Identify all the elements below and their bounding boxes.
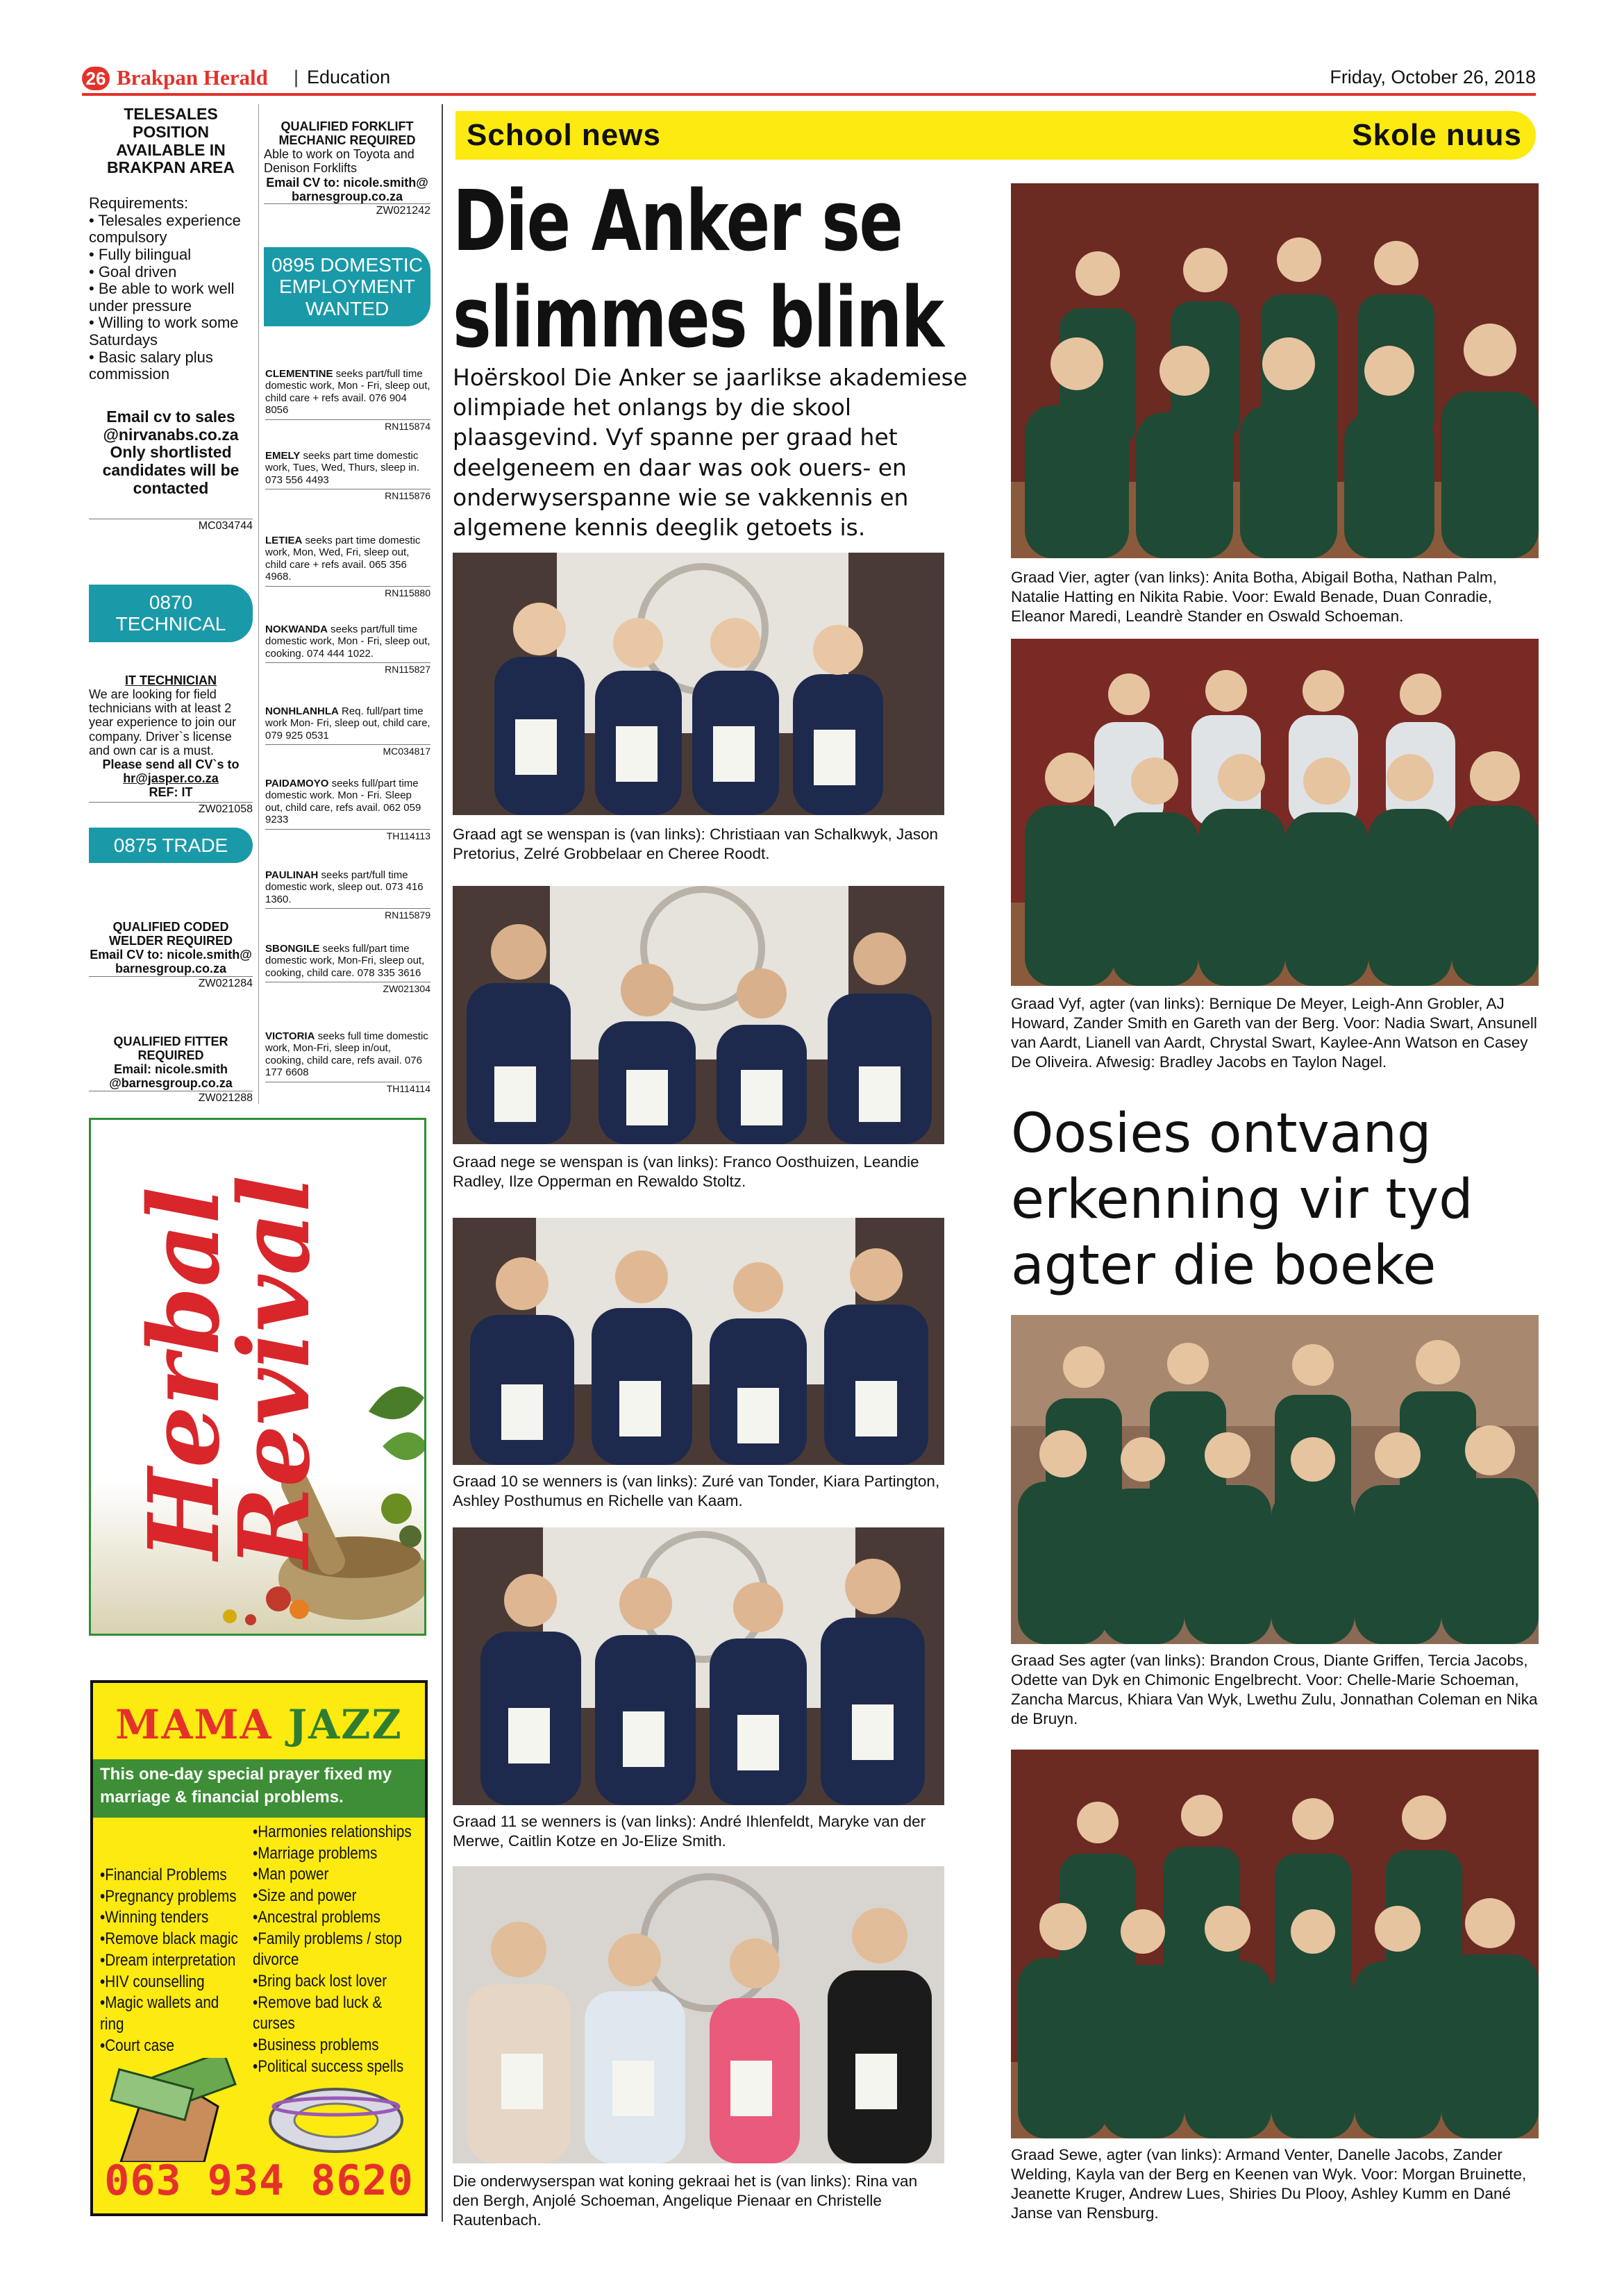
list-item: • Dream interpretation	[100, 1950, 243, 1972]
list-item: • Size and power	[253, 1886, 426, 1907]
page-number: 26	[82, 67, 110, 90]
domestic-ad-name: EMELY	[265, 450, 301, 462]
domestic-ad	[265, 869, 430, 943]
photo-grade7	[1011, 1750, 1539, 2138]
category-technical: 0870 TECHNICAL	[89, 585, 253, 642]
money-hand-and-ring-illustration	[100, 2058, 426, 2162]
mama-jazz-tagline: This one-day special prayer fixed my marriage & financial problems.	[93, 1759, 425, 1818]
ad-reference: RN115879	[265, 908, 430, 921]
list-item: • Political success spells	[253, 2056, 426, 2078]
herbal-line-1: Herbal	[128, 1187, 242, 1560]
photo-grade6	[1011, 1315, 1539, 1644]
fitter-title: QUALIFIED FITTER REQUIRED	[113, 1034, 228, 1063]
forklift-ad	[264, 119, 430, 217]
photo-grade4	[1011, 183, 1539, 558]
telesales-item: • Basic salary plus commission	[89, 348, 213, 383]
ad-reference: RN115880	[265, 586, 430, 598]
domestic-ad-name: VICTORIA	[265, 1030, 315, 1042]
domestic-ad	[265, 450, 430, 535]
ad-reference: TH114114	[265, 1082, 430, 1094]
photo-caption: Graad 11 se wenners is (van links): André Ihlenfeldt, Maryke van der Merwe, Caitlin Kotze en Jo-Elize Smith.	[453, 1813, 926, 1850]
domestic-ad-text: seeks full time domestic work, Mon-Fri, sleep in/out, cooking, child care, refs avail. 076 177 6608	[265, 1030, 428, 1079]
issue-date: Friday, October 26, 2018	[1330, 67, 1536, 87]
it-technician-title: IT TECHNICIAN	[125, 673, 217, 687]
ad-reference: ZW021288	[89, 1091, 253, 1105]
telesales-item: • Be able to work well under pressure	[89, 280, 235, 315]
domestic-ad	[265, 943, 430, 1030]
list-item: • Ancestral problems	[253, 1907, 426, 1929]
domestic-ad-name: PAIDAMOYO	[265, 778, 329, 789]
photo-caption: Die onderwyserspan wat koning gekraai het is (van links): Rina van den Bergh, Anjolé Schoeman, Angelique Pienaar en Christelle Rautenbach.	[453, 2172, 918, 2229]
ad-reference: MC034817	[265, 744, 430, 757]
section-name: | Education	[294, 67, 390, 88]
list-item: • Magic wallets and ring	[100, 1993, 243, 2035]
domestic-ad-name: PAULINAH	[265, 869, 319, 881]
ad-reference: ZW021304	[265, 982, 430, 994]
photo-caption: Graad Vyf, agter (van links): Bernique De Meyer, Leigh-Ann Grobler, AJ Howard, Zander Smith en Gareth van der Berg. Voor: Nadia Swart, Ansunell van Aardt, Lianell van Aardt, Chrystal Swart, Kaylee-Ann Watson en Casey De Oliveira. Afwesig: Bradley Jacobs en Taylon Nagel.	[1011, 995, 1537, 1071]
column-divider	[258, 104, 259, 1104]
school-news-banner	[455, 111, 1536, 160]
domestic-ad	[265, 705, 430, 778]
photo-grade5	[1011, 639, 1539, 986]
domestic-ad	[265, 623, 430, 705]
list-item: • Bring back lost lover	[253, 1971, 426, 1993]
telesales-item: • Goal driven	[89, 262, 177, 280]
photo-caption: Graad agt se wenspan is (van links): Christiaan van Schalkwyk, Jason Pretorius, Zelré Grobbelaar en Cheree Roodt.	[453, 826, 939, 862]
list-item: • Financial Problems	[100, 1865, 243, 1886]
category-trade: 0875 TRADE	[89, 828, 253, 863]
ad-reference: RN115874	[265, 419, 430, 432]
photo-caption: Graad Sewe, agter (van links): Armand Venter, Danelle Jacobs, Zander Welding, Kayla van der Berg en Keenen van Wyk. Voor: Morgan Bruinette, Jeanette Kruger, Andrew Lues, Shiries Du Plooy, Ashley Kumm en Dané Janse van Rensburg.	[1011, 2146, 1527, 2222]
domestic-ad-text: Req. full/part time work Mon- Fri, sleep out, child care, 079 925 0531	[265, 705, 430, 741]
it-technician-ref-line: REF: IT	[149, 785, 193, 800]
forklift-title: QUALIFIED FORKLIFT MECHANIC REQUIRED	[278, 119, 416, 148]
photo-grade8-winners	[453, 553, 944, 815]
mama-jazz-title-1: MAMA	[115, 1701, 273, 1748]
list-item: • Pregnancy problems	[100, 1886, 243, 1908]
photo-caption: Graad Vier, agter (van links): Anita Botha, Abigail Botha, Nathan Palm, Natalie Hatting en Nikita Rabie. Voor: Ewald Benade, Duan Conradie, Eleanor Maredi, Leandrè Stander en Oswald Schoeman.	[1011, 569, 1497, 625]
domestic-ad	[265, 778, 430, 869]
domestic-ad-name: NONHLANHLA	[265, 705, 339, 717]
domestic-ad-text: seeks full/part time domestic work, Mon-Fri, sleep out, cooking, child care. 078 335 3616	[265, 943, 425, 979]
headline-line: slimmes blink	[453, 270, 944, 367]
domestic-ad	[265, 1030, 430, 1107]
telesales-contact: Email cv to sales @nirvanabs.co.za Only shortlisted candidates will be contacted	[102, 407, 240, 497]
banner-right-label: Skole nuus	[1352, 118, 1522, 152]
forklift-contact: Email CV to: nicole.smith@ barnesgroup.co.za	[266, 175, 428, 203]
photo-caption: Graad nege se wenspan is (van links): Franco Oosthuizen, Leandie Radley, Ilze Opperman en Rewaldo Stoltz.	[453, 1153, 919, 1190]
photo-grade10-winners	[453, 1218, 944, 1465]
ad-reference: TH114113	[265, 829, 430, 841]
domestic-ad	[265, 368, 430, 450]
ad-reference: ZW021284	[89, 976, 253, 990]
domestic-ad-name: CLEMENTINE	[265, 368, 333, 380]
header-rule	[82, 93, 1536, 96]
list-item: • Court case	[100, 2036, 243, 2057]
it-technician-contact: Please send all CV`s to	[102, 757, 240, 771]
telesales-item: • Fully bilingual	[89, 245, 192, 263]
article-standfirst: Hoërskool Die Anker se jaarlikse akademiese olimpiade het onlangs by die skool plaasgevind. Vyf spanne per graad het deelgeneem en daar was ook ouers- en onderwyserspanne wie se vakkennis en algemene kennis deeglik getoets is.	[453, 364, 968, 542]
mama-jazz-title	[93, 1701, 425, 1748]
category-domestic: 0895 DOMESTIC EMPLOYMENT WANTED	[264, 247, 430, 326]
list-item: • Man power	[253, 1864, 426, 1886]
article-headline	[453, 174, 944, 367]
herbal-revival-advert[interactable]	[89, 1118, 426, 1636]
mama-jazz-title-2: JAZZ	[287, 1701, 403, 1748]
ad-reference: RN115876	[265, 489, 430, 501]
list-item: • Remove bad luck & curses	[253, 1993, 426, 2035]
list-item: • HIV counselling	[100, 1972, 243, 1993]
telesales-item: • Telesales experience compulsory	[89, 211, 241, 246]
photo-caption: Graad 10 se wenners is (van links): Zuré van Tonder, Kiara Partington, Ashley Posthumus en Richelle van Kaam.	[453, 1473, 940, 1509]
article2-headline: Oosies ontvang erkenning vir tyd agter die boeke	[1011, 1103, 1473, 1298]
telesales-item: • Willing to work some Saturdays	[89, 314, 239, 349]
domestic-ad-name: NOKWANDA	[265, 623, 328, 635]
newspaper-name: Brakpan Herald	[117, 65, 268, 90]
page-header	[82, 64, 1536, 93]
column-divider	[442, 104, 443, 2222]
telesales-title: TELESALES POSITION AVAILABLE IN BRAKPAN AREA	[107, 105, 235, 177]
list-item: • Remove black magic	[100, 1929, 243, 1950]
mama-jazz-phone[interactable]: 063 934 8620	[104, 2156, 414, 2205]
ad-reference: ZW021242	[264, 203, 430, 217]
ad-reference: ZW021058	[89, 802, 253, 816]
domestic-ad-text: seeks part/full time domestic work, sleep out. 073 416 1360.	[265, 869, 424, 905]
telesales-requirements-label: Requirements:	[89, 194, 189, 212]
photo-grade9-winners	[453, 886, 944, 1144]
banner-left-label: School news	[467, 118, 661, 152]
ad-reference: MC034744	[89, 519, 253, 533]
welder-ad	[89, 920, 253, 990]
fitter-ad	[89, 1034, 253, 1105]
it-technician-body: We are looking for field technicians with at least 2 year experience to join our company. Driver`s license and own car is a must.	[89, 687, 237, 757]
list-item: • Business problems	[253, 2035, 426, 2056]
welder-contact: Email CV to: nicole.smith@ barnesgroup.co.za	[90, 948, 252, 976]
domestic-ad-name: LETIEA	[265, 535, 303, 546]
domestic-ad-text: seeks part time domestic work, Tues, Wed, Thurs, sleep in. 073 556 4493	[265, 450, 420, 486]
ad-reference: RN115827	[265, 662, 430, 675]
list-item: • Marriage problems	[253, 1843, 426, 1865]
domestic-ad-text: seeks part/full time domestic work, Mon - Fri, sleep out, child care + refs avail. 076 904 8056	[265, 368, 430, 417]
domestic-ad-name: SBONGILE	[265, 943, 320, 955]
mama-jazz-left-list	[100, 1865, 243, 2056]
domestic-ad-text: seeks part/full time domestic work, Mon - Fri, sleep out, cooking. 074 444 1022.	[265, 623, 430, 660]
fitter-contact: Email: nicole.smith @barnesgroup.co.za	[109, 1062, 233, 1091]
it-technician-email[interactable]: hr@jasper.co.za	[123, 771, 219, 786]
photo-teachers-team	[453, 1866, 944, 2163]
domestic-ads-list	[265, 368, 430, 1107]
photo-caption: Graad Ses agter (van links): Brandon Crous, Diante Griffen, Tercia Jacobs, Odette van Dyk en Chimonic Engelbrecht. Voor: Chelle-Marie Schoeman, Zancha Marcus, Khiara Van Wyk, Lwethu Zulu, Jonnathan Coleman en Nika de Bruyn.	[1011, 1652, 1538, 1727]
mama-jazz-right-list	[253, 1822, 426, 2078]
mama-jazz-advert[interactable]	[90, 1680, 428, 2216]
list-item: • Winning tenders	[100, 1907, 243, 1929]
it-technician-ad	[89, 673, 253, 816]
forklift-body: Able to work on Toyota and Denison Forklifts	[264, 147, 415, 176]
welder-title: QUALIFIED CODED WELDER REQUIRED	[108, 920, 233, 948]
domestic-ad-text: seeks full/part time domestic work. Mon - Fri. Sleep out, child care, refs avail. 062 059 9233	[265, 778, 421, 826]
classifieds-column-1	[89, 106, 253, 533]
list-item: • Harmonies relationships	[253, 1822, 426, 1843]
headline-line: Die Anker se	[453, 174, 903, 270]
list-item: • Family problems / stop divorce	[253, 1929, 426, 1971]
domestic-ad	[265, 535, 430, 623]
herbal-line-2: Revival	[218, 1175, 332, 1568]
domestic-ad-text: seeks part time domestic work, Mon, Wed, Fri, sleep out, child care + refs avail. 065 356 4968.	[265, 535, 421, 583]
photo-grade11-winners	[453, 1527, 944, 1805]
